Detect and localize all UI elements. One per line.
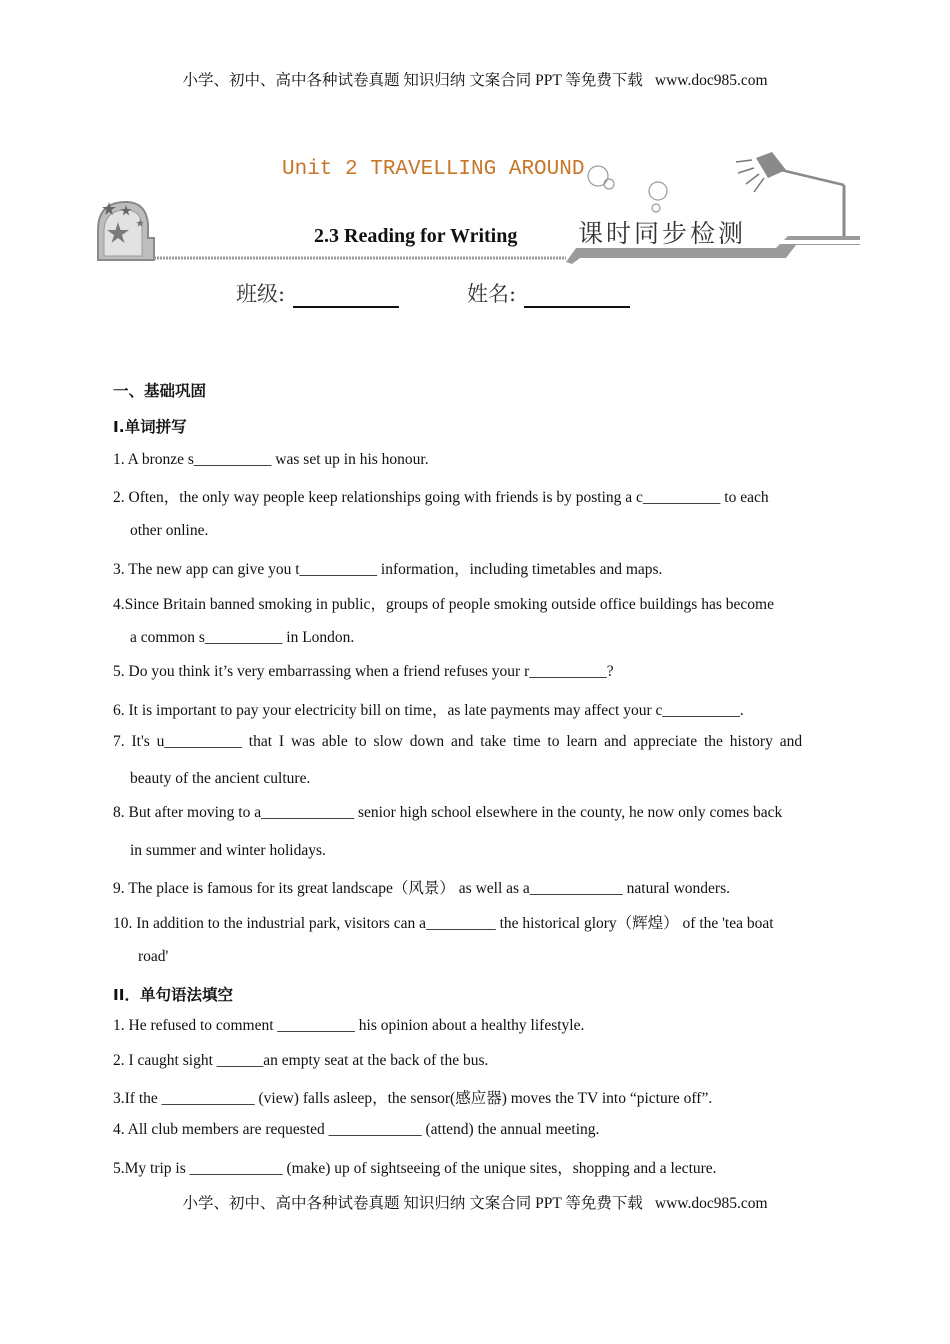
- grammar-question-2: 2. I caught sight ______an empty seat at the back of the bus.: [113, 1052, 489, 1069]
- watermark-url: www.doc985.com: [654, 72, 768, 89]
- watermark-text: 小学、初中、高中各种试卷真题 知识归纳 文案合同 PPT 等免费下载: [182, 72, 643, 89]
- question-10-cont: road': [138, 948, 169, 965]
- star-badge-icon: [98, 202, 154, 260]
- question-7: 7. It's u__________ that I was able to slow down and take time to learn and appreciate the history and: [113, 733, 803, 750]
- question-9: 9. The place is famous for its great landscape（风景） as well as a____________ natural wonders.: [113, 880, 730, 897]
- question-4: 4.Since Britain banned smoking in public，groups of people smoking outside office buildings has become: [113, 596, 774, 613]
- watermark-text: 小学、初中、高中各种试卷真题 知识归纳 文案合同 PPT 等免费下载: [182, 1195, 643, 1212]
- class-label: 班级:: [236, 282, 286, 306]
- unit-title: Unit 2 TRAVELLING AROUND: [282, 158, 585, 181]
- question-6: 6. It is important to pay your electricity bill on time，as late payments may affect your c__________.: [113, 702, 744, 719]
- question-1: 1. A bronze s__________ was set up in his honour.: [113, 451, 429, 468]
- question-3: 3. The new app can give you t__________ information，including timetables and maps.: [113, 561, 663, 578]
- name-blank[interactable]: [524, 284, 630, 308]
- lesson-title: 2.3 Reading for Writing: [314, 225, 518, 247]
- question-4-cont: a common s__________ in London.: [130, 629, 355, 646]
- question-8: 8. But after moving to a____________ senior high school elsewhere in the county, he now only comes back: [113, 804, 783, 821]
- section-title: 一、基础巩固: [113, 382, 207, 400]
- name-label: 姓名:: [467, 282, 517, 306]
- grammar-question-3: 3.If the ____________ (view) falls asleep，the sensor(感应器) moves the TV into “picture off”.: [113, 1090, 713, 1107]
- grammar-question-4: 4. All club members are requested ____________ (attend) the annual meeting.: [113, 1121, 600, 1138]
- question-2: 2. Often，the only way people keep relationships going with friends is by posting a c__________ to each: [113, 489, 769, 506]
- name-field: [467, 278, 630, 308]
- banner-label: 课时同步检测: [578, 219, 747, 248]
- question-8-cont: in summer and winter holidays.: [130, 842, 326, 859]
- class-blank[interactable]: [293, 284, 399, 308]
- part2-title: II．单句语法填空: [113, 986, 234, 1004]
- question-5: 5. Do you think it’s very embarrassing when a friend refuses your r__________?: [113, 663, 614, 680]
- class-field: [236, 278, 399, 308]
- grammar-question-5: 5.My trip is ____________ (make) up of sightseeing of the unique sites，shopping and a lecture.: [113, 1160, 717, 1177]
- footer-watermark: [0, 1191, 950, 1213]
- header-watermark: [0, 68, 950, 90]
- grammar-question-1: 1. He refused to comment __________ his opinion about a healthy lifestyle.: [113, 1017, 585, 1034]
- question-10: 10. In addition to the industrial park, visitors can a_________ the historical glory（辉煌） of the 'tea boat: [113, 915, 774, 932]
- desk-lamp-icon: [736, 152, 844, 236]
- watermark-url: www.doc985.com: [654, 1195, 768, 1212]
- question-7-cont: beauty of the ancient culture.: [130, 770, 311, 787]
- part1-title: I.单词拼写: [113, 418, 187, 436]
- question-2-cont: other online.: [130, 522, 209, 539]
